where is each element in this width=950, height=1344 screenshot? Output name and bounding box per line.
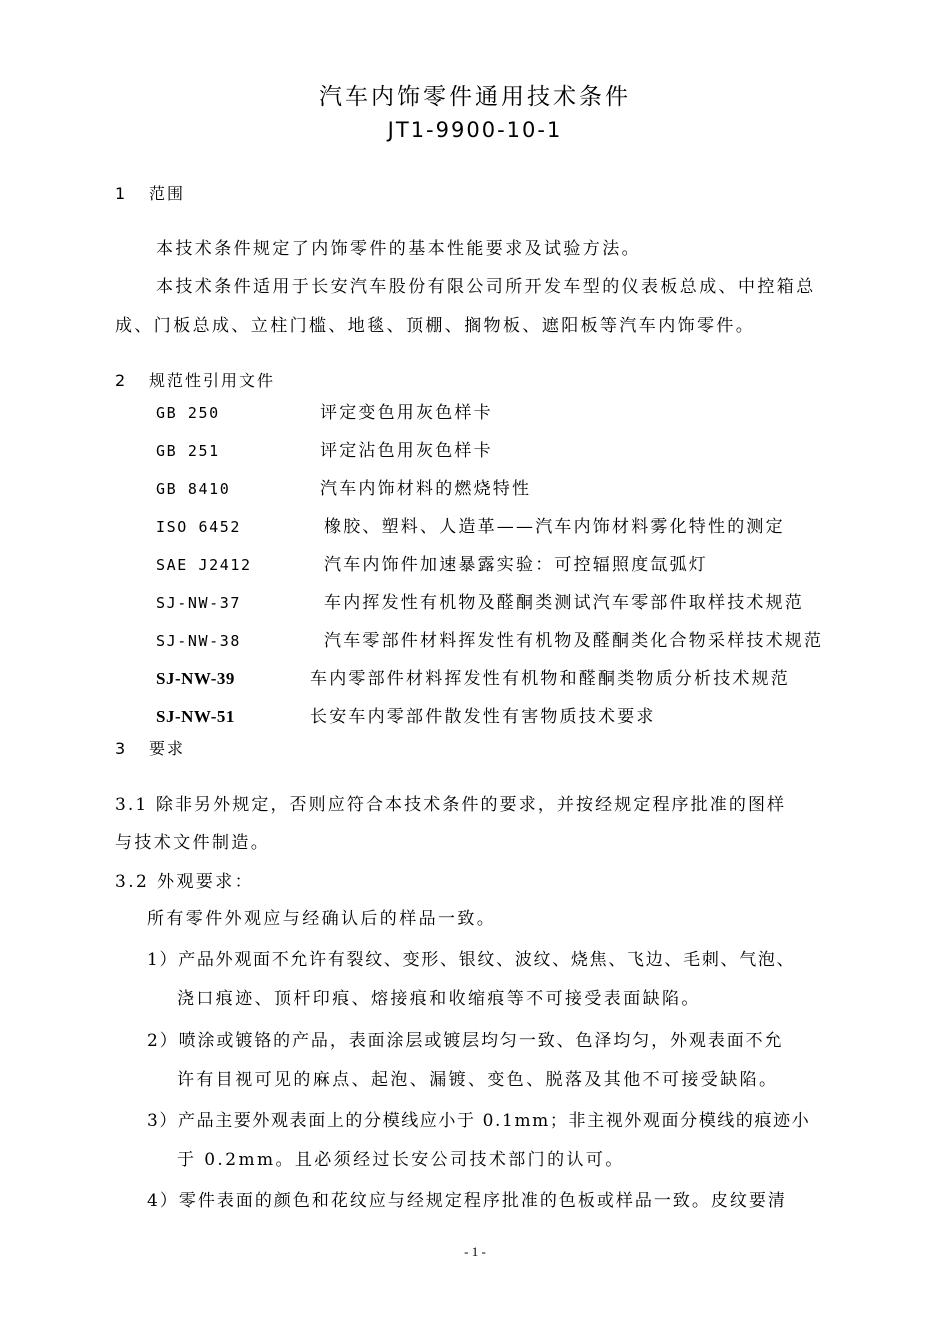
page-number: - 1 -: [464, 1244, 486, 1259]
section-1-title: 范围: [149, 184, 186, 203]
document-title: 汽车内饰零件通用技术条件: [319, 84, 631, 110]
reference-title: 汽车内饰材料的燃烧特性: [320, 479, 532, 499]
section-3-title: 要求: [149, 739, 186, 758]
clause-3-1-line-2: 与技术文件制造。: [115, 833, 271, 853]
requirement-item-line-2: 浇口痕迹、顶杆印痕、熔接痕和收缩痕等不可接受表面缺陷。: [177, 989, 701, 1009]
reference-code: GB 250: [156, 404, 220, 422]
clause-3-1-line-1: 3.1 除非另外规定，否则应符合本技术条件的要求，并按经规定程序批准的图样: [115, 795, 787, 815]
reference-title: 汽车零部件材料挥发性有机物及醛酮类化合物采样技术规范: [324, 631, 824, 651]
reference-title: 长安车内零部件散发性有害物质技术要求: [310, 707, 656, 727]
reference-code: SJ-NW-51: [156, 707, 235, 726]
section-2-heading: [115, 368, 275, 394]
reference-title: 汽车内饰件加速暴露实验：可控辐照度氙弧灯: [324, 555, 708, 575]
reference-code: GB 251: [156, 442, 220, 460]
reference-title: 橡胶、塑料、人造革——汽车内饰材料雾化特性的测定: [324, 517, 785, 537]
section-1-heading: [115, 181, 185, 207]
reference-code: ISO 6452: [156, 518, 242, 536]
reference-title: 评定变色用灰色样卡: [320, 403, 493, 423]
section-1-para-2-line-2: 成、门板总成、立柱门槛、地毯、顶棚、搁物板、遮阳板等汽车内饰零件。: [115, 316, 756, 336]
reference-code: SJ-NW-37: [156, 594, 242, 612]
reference-code: SJ-NW-39: [156, 669, 235, 688]
requirement-item-line-1: 3）产品主要外观表面上的分模线应小于 0.1mm；非主视外观面分模线的痕迹小: [147, 1111, 811, 1131]
requirement-item-line-1: 2）喷涂或镀铬的产品，表面涂层或镀层均匀一致、色泽均匀，外观表面不允: [147, 1031, 784, 1051]
clause-3-2-heading: 3.2 外观要求：: [115, 872, 255, 892]
requirement-item-line-2: 许有目视可见的麻点、起泡、漏镀、变色、脱落及其他不可接受缺陷。: [177, 1070, 779, 1090]
requirement-item-line-1: 4）零件表面的颜色和花纹应与经规定程序批准的色板或样品一致。皮纹要清: [147, 1191, 787, 1211]
section-3-heading: [115, 736, 185, 762]
section-3-number: 3: [115, 739, 128, 758]
reference-code: GB 8410: [156, 480, 231, 498]
section-2-title: 规范性引用文件: [149, 371, 276, 390]
section-1-para-1: 本技术条件规定了内饰零件的基本性能要求及试验方法。: [156, 239, 641, 259]
section-1-para-2-line-1: 本技术条件适用于长安汽车股份有限公司所开发车型的仪表板总成、中控箱总: [156, 277, 816, 297]
section-1-number: 1: [115, 184, 128, 203]
reference-title: 车内挥发性有机物及醛酮类测试汽车零部件取样技术规范: [324, 593, 804, 613]
reference-title: 评定沾色用灰色样卡: [320, 441, 493, 461]
requirement-item-line-2: 于 0.2mm。且必须经过长安公司技术部门的认可。: [177, 1150, 625, 1170]
reference-code: SJ-NW-38: [156, 632, 242, 650]
document-code: JT1-9900-10-1: [387, 118, 563, 142]
section-2-number: 2: [115, 371, 128, 390]
reference-title: 车内零部件材料挥发性有机物和醛酮类物质分析技术规范: [310, 669, 790, 689]
requirement-item-line-1: 1）产品外观面不允许有裂纹、变形、银纹、波纹、烧焦、飞边、毛刺、气泡、: [147, 950, 796, 970]
reference-code: SAE J2412: [156, 556, 252, 574]
clause-3-2-intro: 所有零件外观应与经确认后的样品一致。: [147, 909, 497, 929]
